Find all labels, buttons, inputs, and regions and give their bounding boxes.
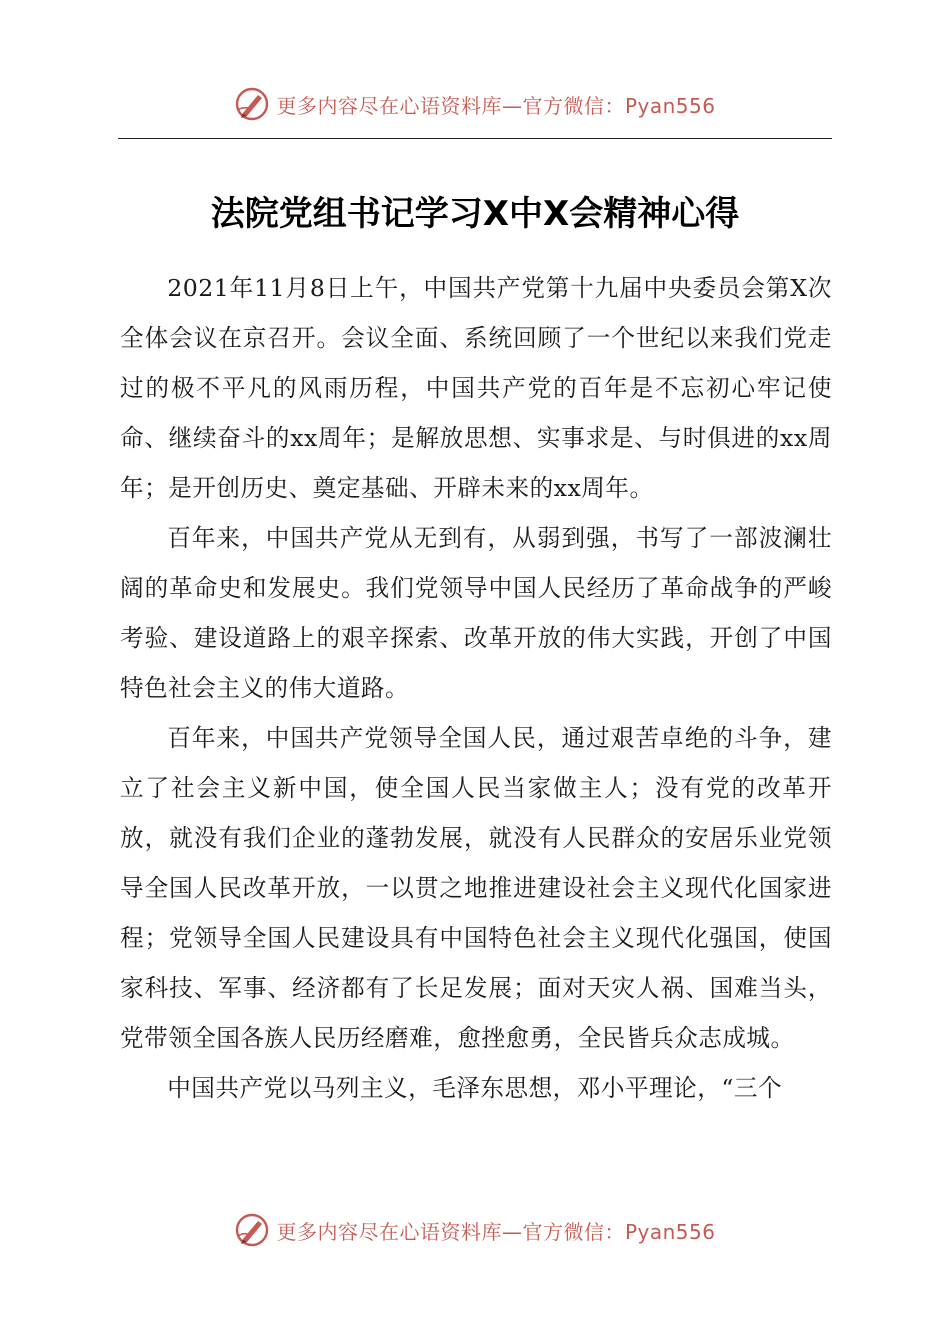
banner-text: 更多内容尽在心语资料库—官方微信：Pyan556 [276, 1219, 716, 1244]
paragraph: 中国共产党以马列主义，毛泽东思想，邓小平理论，“三个 [167, 1074, 783, 1102]
document-title: 法院党组书记学习X中X会精神心得 [210, 194, 740, 234]
paragraph: 百年来，中国共产党领导全国人民，通过艰苦卓绝的斗争，建立了社会主义新中国，使全国人民当家做主人；没有党的改革开放，就没有我们企业的蓬勃发展，就没有人民群众的安居乐业党领导全国人民改革开放，一以贯之地推进建设社会主义现代化国家进程；党领导全国人民建设具有中国特色社会主义现代化强国，使国家科技、军事、经济都有了长足发展；面对天灾人祸、国难当头，党带领全国各族人民历经磨难，愈挫愈勇，全民皆兵众志成城。 [120, 724, 832, 1052]
pen-logo-icon [234, 1212, 270, 1248]
paragraph: 2021年11月8日上午，中国共产党第十九届中央委员会第X次全体会议在京召开。会议全面、系统回顾了一个世纪以来我们党走过的极不平凡的风雨历程，中国共产党的百年是不忘初心牢记使命、继续奋斗的xx周年；是解放思想、实事求是、与时俱进的xx周年；是开创历史、奠定基础、开辟未来的xx周年。 [120, 274, 832, 502]
banner-text: 更多内容尽在心语资料库—官方微信：Pyan556 [276, 93, 716, 118]
pen-logo-icon [234, 86, 270, 122]
footer-banner [0, 1210, 950, 1250]
header-banner [0, 84, 950, 124]
document-body [120, 263, 832, 1113]
paragraph: 百年来，中国共产党从无到有，从弱到强，书写了一部波澜壮阔的革命史和发展史。我们党领导中国人民经历了革命战争的严峻考验、建设道路上的艰辛探索、改革开放的伟大实践，开创了中国特色社会主义的伟大道路。 [120, 524, 832, 702]
header-divider [118, 138, 832, 139]
